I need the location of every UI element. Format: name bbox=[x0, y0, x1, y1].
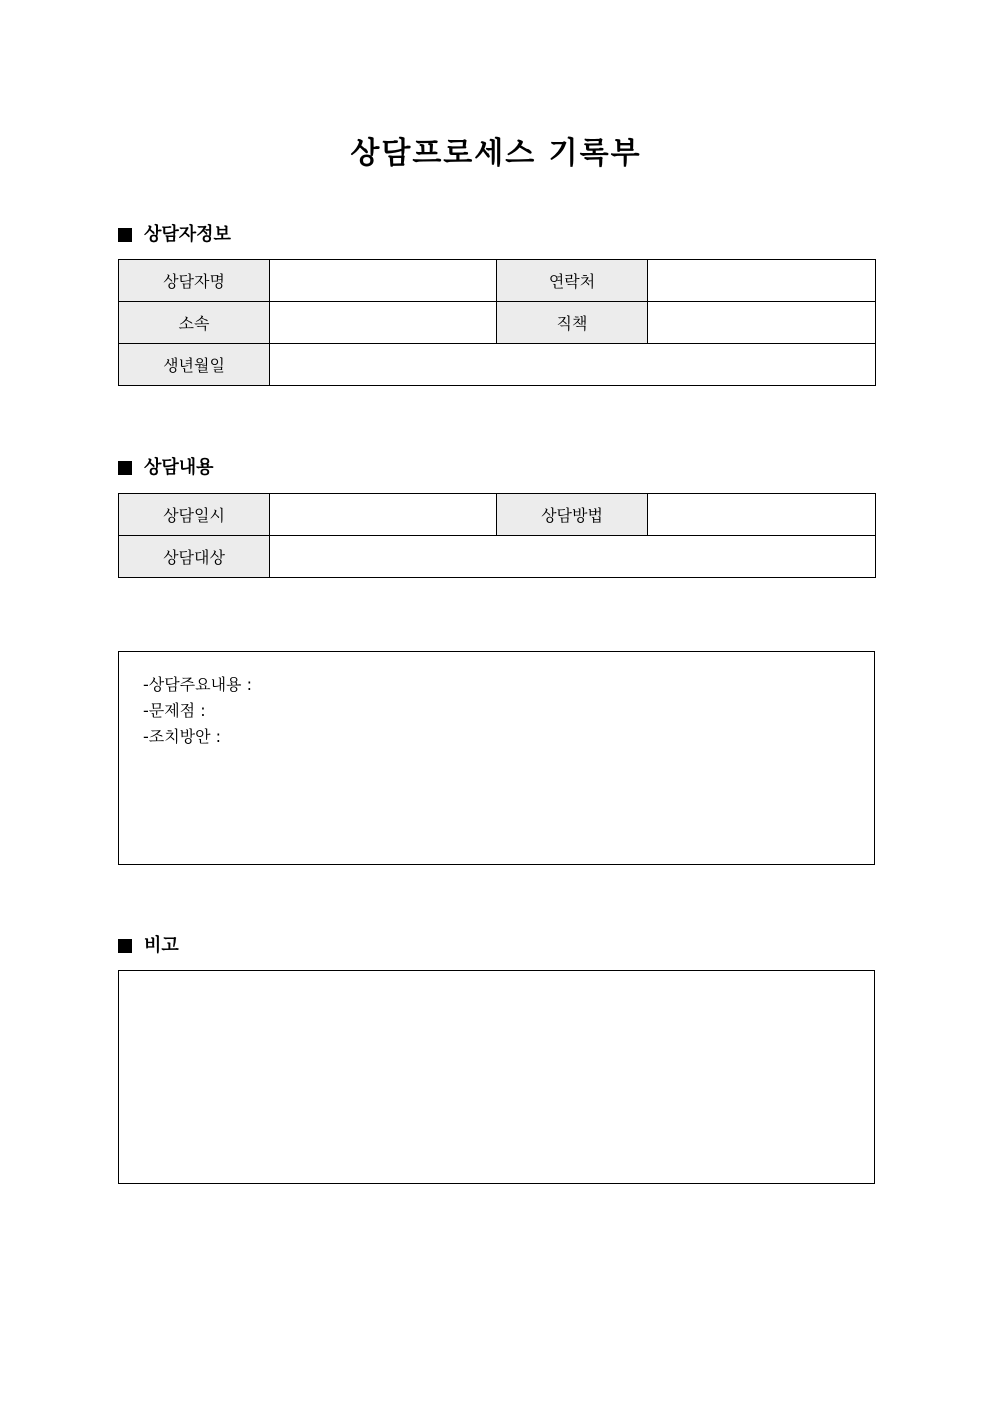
target-label: 상담대상 bbox=[119, 536, 270, 578]
section-heading-label: 상담내용 bbox=[144, 457, 214, 478]
remarks-box[interactable] bbox=[118, 970, 875, 1184]
method-field[interactable] bbox=[648, 494, 876, 536]
square-bullet-icon bbox=[118, 228, 132, 242]
position-field[interactable] bbox=[648, 302, 876, 344]
section-heading-label: 상담자정보 bbox=[144, 224, 231, 245]
section-heading-remarks bbox=[118, 934, 179, 958]
affiliation-field[interactable] bbox=[270, 302, 497, 344]
page-title: 상담프로세스 기록부 bbox=[350, 136, 642, 171]
birthdate-field[interactable] bbox=[270, 344, 876, 386]
table-row bbox=[119, 302, 876, 344]
table-row bbox=[119, 536, 876, 578]
action-plan-line: -조치방안 : bbox=[143, 727, 222, 746]
problem-line: -문제점 : bbox=[143, 701, 206, 720]
name-label: 상담자명 bbox=[119, 260, 270, 302]
consult-details-table bbox=[118, 493, 876, 578]
table-row bbox=[119, 494, 876, 536]
main-content-line: -상담주요내용 : bbox=[143, 675, 252, 694]
contact-label: 연락처 bbox=[497, 260, 648, 302]
method-label: 상담방법 bbox=[497, 494, 648, 536]
table-row bbox=[119, 344, 876, 386]
target-field[interactable] bbox=[270, 536, 876, 578]
affiliation-label: 소속 bbox=[119, 302, 270, 344]
position-label: 직책 bbox=[497, 302, 648, 344]
square-bullet-icon bbox=[118, 939, 132, 953]
table-row bbox=[119, 260, 876, 302]
consult-content-box[interactable] bbox=[118, 651, 875, 865]
datetime-label: 상담일시 bbox=[119, 494, 270, 536]
name-field[interactable] bbox=[270, 260, 497, 302]
section-heading-consult-details bbox=[118, 456, 214, 480]
contact-field[interactable] bbox=[648, 260, 876, 302]
section-heading-client-info bbox=[118, 223, 231, 247]
square-bullet-icon bbox=[118, 461, 132, 475]
birthdate-label: 생년월일 bbox=[119, 344, 270, 386]
datetime-field[interactable] bbox=[270, 494, 497, 536]
client-info-table bbox=[118, 259, 876, 386]
section-heading-label: 비고 bbox=[144, 935, 179, 956]
